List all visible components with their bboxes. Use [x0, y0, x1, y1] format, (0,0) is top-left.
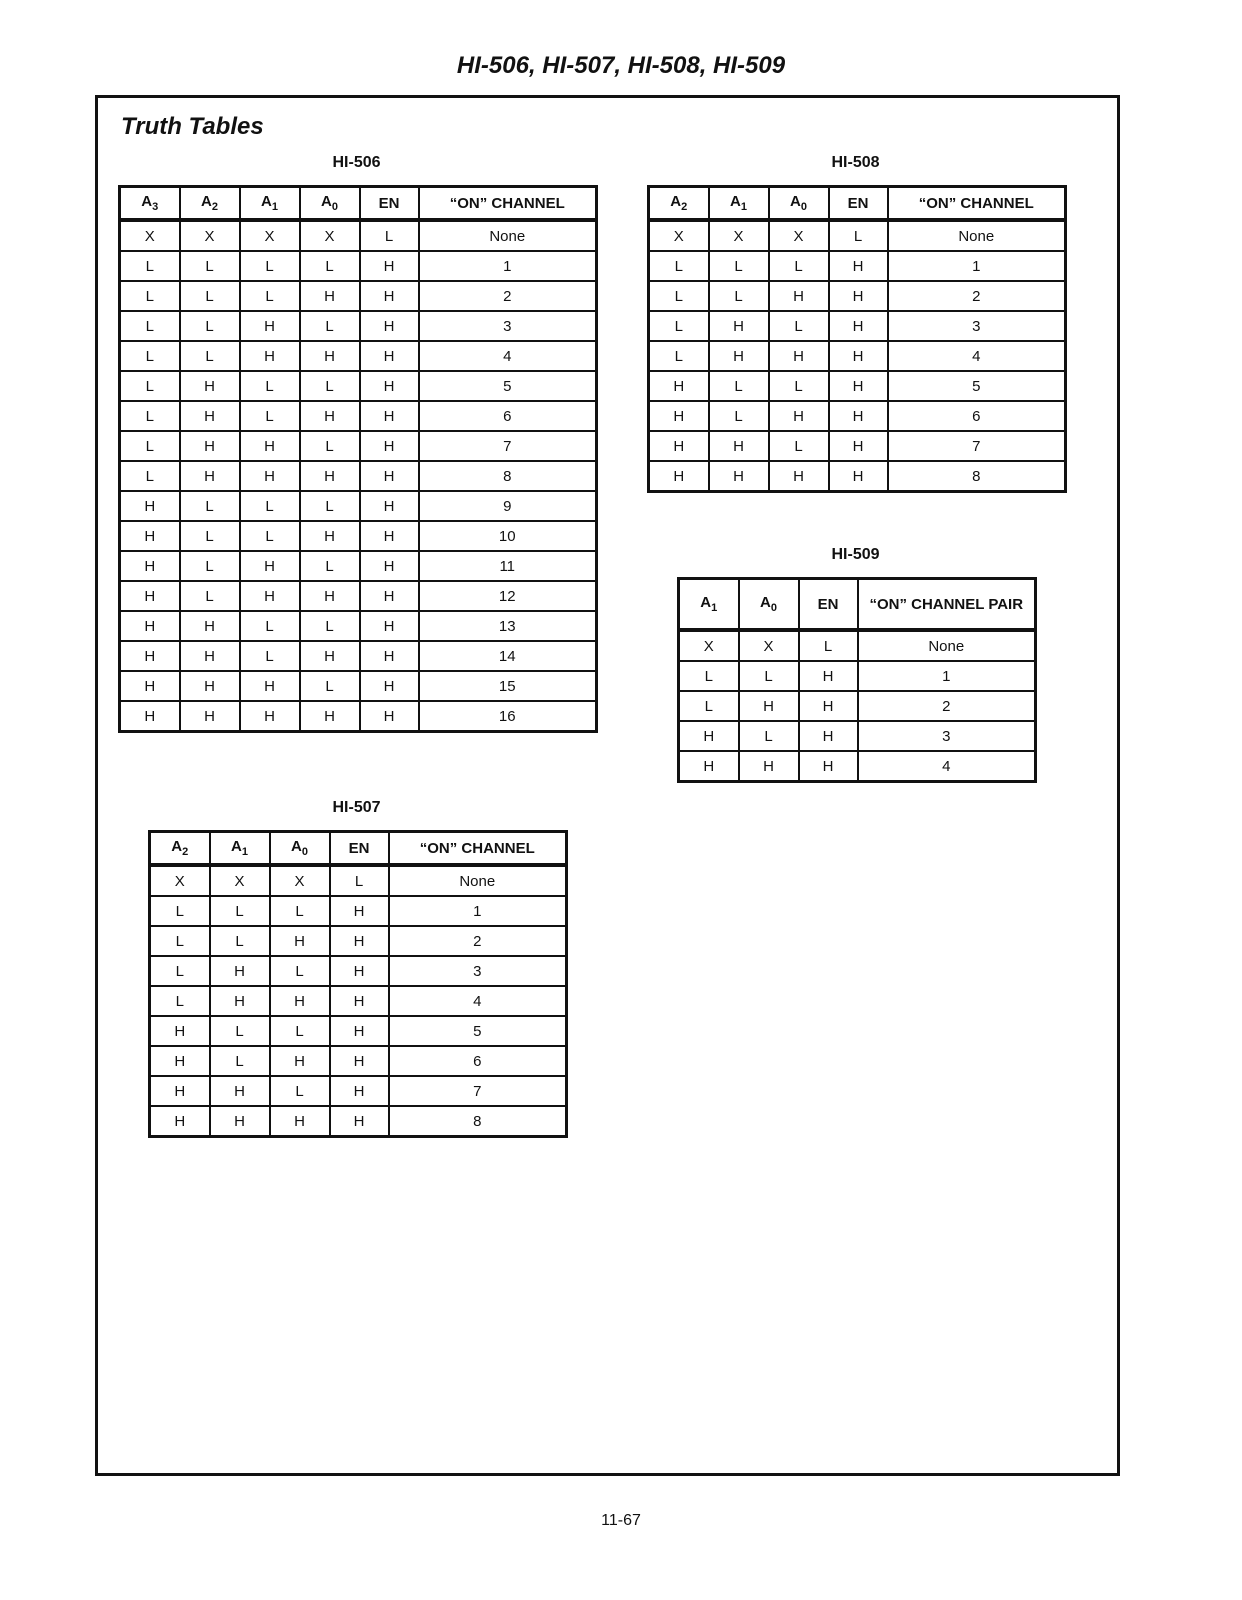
table-cell: L	[210, 896, 270, 926]
table-cell: L	[300, 431, 360, 461]
table-cell: H	[360, 341, 419, 371]
table-row	[649, 401, 1066, 431]
table-cell: L	[150, 896, 210, 926]
table-cell: L	[180, 311, 240, 341]
table-cell: H	[829, 401, 888, 431]
table-cell: X	[679, 630, 739, 661]
table-cell: H	[829, 311, 888, 341]
table-row	[649, 431, 1066, 461]
table-cell: L	[300, 671, 360, 701]
table-cell: H	[240, 701, 300, 732]
table-cell: L	[270, 1076, 330, 1106]
table-cell: X	[709, 220, 769, 251]
table-cell: None	[419, 220, 597, 251]
table-cell: L	[709, 281, 769, 311]
column-header: EN	[330, 832, 389, 866]
table-cell: H	[120, 641, 180, 671]
table-cell: H	[360, 281, 419, 311]
table-row	[120, 491, 597, 521]
table-cell: H	[829, 341, 888, 371]
table-cell: L	[270, 956, 330, 986]
table-cell: L	[210, 1046, 270, 1076]
table-caption-hi506: HI-506	[332, 154, 381, 171]
table-cell: 2	[858, 691, 1036, 721]
table-cell: H	[360, 671, 419, 701]
table-cell: H	[300, 341, 360, 371]
table-cell: L	[679, 661, 739, 691]
table-row	[649, 461, 1066, 492]
table-cell: 14	[419, 641, 597, 671]
table-cell: H	[120, 701, 180, 732]
table-cell: L	[649, 341, 709, 371]
document-header: HI-506, HI-507, HI-508, HI-509	[456, 52, 786, 79]
table-cell: H	[360, 521, 419, 551]
truth-table-hi507	[148, 830, 568, 1138]
table-cell: L	[360, 220, 419, 251]
table-cell: L	[180, 251, 240, 281]
column-header: “ON” CHANNEL	[888, 187, 1066, 221]
table-cell: H	[649, 371, 709, 401]
table-cell: H	[330, 1106, 389, 1137]
table-cell: X	[739, 630, 799, 661]
table-cell: 3	[389, 956, 567, 986]
header-row	[120, 187, 597, 221]
table-cell: H	[769, 281, 829, 311]
table-cell: L	[799, 630, 858, 661]
table-cell: H	[270, 1106, 330, 1137]
table-cell: H	[769, 341, 829, 371]
table-cell: H	[150, 1076, 210, 1106]
table-row	[649, 371, 1066, 401]
table-row	[150, 1076, 567, 1106]
table-cell: H	[360, 251, 419, 281]
table-cell: 9	[419, 491, 597, 521]
table-cell: H	[330, 1016, 389, 1046]
table-cell: L	[739, 661, 799, 691]
table-cell: H	[799, 691, 858, 721]
column-header: $A_1$	[679, 579, 739, 631]
table-row	[120, 671, 597, 701]
table-cell: H	[330, 926, 389, 956]
table-cell: L	[120, 461, 180, 491]
table-cell: 1	[419, 251, 597, 281]
header-row	[679, 579, 1036, 631]
table-cell: X	[270, 865, 330, 896]
table-cell: 6	[419, 401, 597, 431]
column-header: $A_2$	[649, 187, 709, 221]
column-header: $A_2$	[180, 187, 240, 221]
table-cell: H	[330, 986, 389, 1016]
table-cell: 8	[389, 1106, 567, 1137]
table-cell: L	[120, 401, 180, 431]
table-cell: H	[679, 751, 739, 782]
column-header: $A_1$	[210, 832, 270, 866]
table-cell: H	[120, 671, 180, 701]
table-cell: 2	[888, 281, 1066, 311]
table-cell: H	[799, 751, 858, 782]
table-cell: 12	[419, 581, 597, 611]
column-header: $A_1$	[709, 187, 769, 221]
table-cell: L	[649, 311, 709, 341]
table-cell: L	[709, 371, 769, 401]
table-cell: H	[180, 431, 240, 461]
table-row	[120, 220, 597, 251]
table-row	[649, 341, 1066, 371]
table-row	[150, 1016, 567, 1046]
table-cell: 11	[419, 551, 597, 581]
table-cell: H	[360, 461, 419, 491]
table-cell: L	[649, 281, 709, 311]
column-header: EN	[360, 187, 419, 221]
table-caption-hi507: HI-507	[332, 799, 381, 816]
column-header: “ON” CHANNEL	[419, 187, 597, 221]
table-cell: H	[240, 551, 300, 581]
table-cell: 4	[888, 341, 1066, 371]
table-cell: H	[360, 431, 419, 461]
table-cell: H	[330, 1046, 389, 1076]
column-header: $A_2$	[150, 832, 210, 866]
table-cell: 1	[389, 896, 567, 926]
table-cell: H	[739, 691, 799, 721]
table-cell: H	[300, 461, 360, 491]
table-cell: 2	[419, 281, 597, 311]
table-cell: H	[360, 401, 419, 431]
table-cell: H	[180, 401, 240, 431]
table-cell: L	[300, 311, 360, 341]
table-row	[120, 521, 597, 551]
table-cell: H	[799, 721, 858, 751]
table-cell: L	[300, 371, 360, 401]
table-row	[120, 311, 597, 341]
table-cell: X	[769, 220, 829, 251]
table-cell: H	[769, 461, 829, 492]
table-cell: L	[300, 251, 360, 281]
table-cell: 7	[888, 431, 1066, 461]
table-row	[120, 641, 597, 671]
table-cell: 1	[858, 661, 1036, 691]
table-cell: 8	[888, 461, 1066, 492]
table-cell: L	[150, 956, 210, 986]
table-cell: L	[240, 491, 300, 521]
table-cell: H	[150, 1016, 210, 1046]
table-cell: L	[180, 581, 240, 611]
table-cell: L	[240, 371, 300, 401]
table-cell: 3	[419, 311, 597, 341]
table-cell: 5	[888, 371, 1066, 401]
table-cell: H	[360, 611, 419, 641]
table-cell: H	[709, 311, 769, 341]
table-cell: L	[210, 926, 270, 956]
table-cell: None	[858, 630, 1036, 661]
table-row	[120, 431, 597, 461]
table-cell: L	[120, 281, 180, 311]
table-cell: H	[300, 521, 360, 551]
table-cell: H	[270, 986, 330, 1016]
table-cell: H	[270, 1046, 330, 1076]
table-row	[649, 251, 1066, 281]
table-row	[679, 630, 1036, 661]
table-caption-hi508: HI-508	[831, 154, 880, 171]
column-header: EN	[799, 579, 858, 631]
table-cell: 4	[419, 341, 597, 371]
table-cell: L	[649, 251, 709, 281]
table-cell: H	[210, 956, 270, 986]
table-cell: H	[300, 701, 360, 732]
table-row	[150, 1106, 567, 1137]
table-cell: H	[120, 551, 180, 581]
table-cell: L	[769, 251, 829, 281]
table-row	[679, 751, 1036, 782]
table-cell: X	[649, 220, 709, 251]
table-cell: H	[360, 551, 419, 581]
table-row	[649, 281, 1066, 311]
table-cell: L	[300, 611, 360, 641]
table-cell: H	[829, 461, 888, 492]
table-cell: H	[180, 671, 240, 701]
table-row	[150, 926, 567, 956]
table-cell: H	[330, 956, 389, 986]
table-row	[120, 611, 597, 641]
column-header: “ON” CHANNEL PAIR	[858, 579, 1036, 631]
table-cell: H	[709, 341, 769, 371]
table-cell: H	[829, 431, 888, 461]
table-cell: H	[360, 581, 419, 611]
table-cell: None	[389, 865, 567, 896]
table-cell: H	[180, 701, 240, 732]
header-row	[150, 832, 567, 866]
table-row	[120, 581, 597, 611]
header-row	[649, 187, 1066, 221]
table-cell: H	[799, 661, 858, 691]
table-cell: 4	[389, 986, 567, 1016]
truth-table-hi508	[647, 185, 1067, 493]
table-cell: H	[120, 611, 180, 641]
table-cell: L	[180, 341, 240, 371]
table-cell: X	[150, 865, 210, 896]
table-row	[679, 721, 1036, 751]
truth-table-hi509	[677, 577, 1037, 783]
table-cell: 16	[419, 701, 597, 732]
table-cell: H	[300, 581, 360, 611]
table-cell: L	[120, 431, 180, 461]
table-cell: X	[210, 865, 270, 896]
table-cell: L	[769, 431, 829, 461]
table-cell: 6	[389, 1046, 567, 1076]
table-cell: L	[270, 1016, 330, 1046]
table-row	[649, 311, 1066, 341]
table-cell: H	[240, 431, 300, 461]
table-cell: L	[120, 371, 180, 401]
table-cell: H	[120, 581, 180, 611]
table-cell: X	[240, 220, 300, 251]
table-row	[150, 1046, 567, 1076]
table-cell: H	[270, 926, 330, 956]
table-cell: H	[739, 751, 799, 782]
table-cell: 10	[419, 521, 597, 551]
table-cell: 5	[419, 371, 597, 401]
table-row	[150, 986, 567, 1016]
table-cell: H	[210, 986, 270, 1016]
table-cell: 1	[888, 251, 1066, 281]
table-cell: L	[709, 401, 769, 431]
table-cell: L	[210, 1016, 270, 1046]
column-header: EN	[829, 187, 888, 221]
table-cell: 15	[419, 671, 597, 701]
table-cell: H	[210, 1106, 270, 1137]
table-cell: L	[679, 691, 739, 721]
table-cell: X	[120, 220, 180, 251]
table-cell: 13	[419, 611, 597, 641]
table-cell: L	[240, 251, 300, 281]
table-cell: 4	[858, 751, 1036, 782]
table-cell: H	[709, 461, 769, 492]
table-cell: H	[330, 1076, 389, 1106]
table-cell: L	[180, 521, 240, 551]
table-row	[150, 896, 567, 926]
table-row	[150, 865, 567, 896]
table-row	[120, 701, 597, 732]
table-cell: H	[360, 491, 419, 521]
table-cell: H	[649, 461, 709, 492]
table-cell: H	[300, 401, 360, 431]
table-cell: H	[240, 461, 300, 491]
table-cell: 7	[389, 1076, 567, 1106]
table-cell: L	[180, 281, 240, 311]
table-row	[120, 341, 597, 371]
table-cell: L	[739, 721, 799, 751]
table-cell: H	[300, 641, 360, 671]
table-cell: L	[330, 865, 389, 896]
section-title: Truth Tables	[121, 113, 264, 140]
table-cell: L	[180, 491, 240, 521]
table-row	[120, 401, 597, 431]
column-header: $A_1$	[240, 187, 300, 221]
table-cell: H	[180, 641, 240, 671]
column-header: $A_3$	[120, 187, 180, 221]
table-cell: H	[330, 896, 389, 926]
table-cell: L	[769, 371, 829, 401]
table-row	[649, 220, 1066, 251]
table-cell: L	[120, 341, 180, 371]
table-row	[120, 251, 597, 281]
table-cell: H	[300, 281, 360, 311]
table-row	[120, 371, 597, 401]
column-header: “ON” CHANNEL	[389, 832, 567, 866]
table-cell: L	[270, 896, 330, 926]
table-cell: H	[769, 401, 829, 431]
column-header: $A_0$	[270, 832, 330, 866]
table-cell: L	[240, 611, 300, 641]
table-cell: H	[240, 311, 300, 341]
table-cell: 7	[419, 431, 597, 461]
table-row	[120, 551, 597, 581]
table-cell: 6	[888, 401, 1066, 431]
table-cell: L	[240, 641, 300, 671]
table-cell: H	[180, 611, 240, 641]
table-cell: L	[300, 551, 360, 581]
table-cell: H	[360, 641, 419, 671]
table-row	[120, 281, 597, 311]
table-row	[150, 956, 567, 986]
table-cell: 8	[419, 461, 597, 491]
table-cell: L	[829, 220, 888, 251]
table-cell: H	[150, 1106, 210, 1137]
table-cell: H	[360, 371, 419, 401]
table-cell: L	[240, 521, 300, 551]
table-cell: H	[240, 671, 300, 701]
table-cell: 3	[858, 721, 1036, 751]
table-row	[120, 461, 597, 491]
table-cell: L	[240, 401, 300, 431]
table-row	[679, 661, 1036, 691]
table-cell: H	[829, 251, 888, 281]
table-cell: L	[180, 551, 240, 581]
table-cell: H	[180, 461, 240, 491]
column-header: $A_0$	[769, 187, 829, 221]
table-cell: X	[300, 220, 360, 251]
page-number: 11-67	[601, 1512, 641, 1529]
table-cell: H	[120, 521, 180, 551]
table-cell: H	[829, 371, 888, 401]
table-cell: 3	[888, 311, 1066, 341]
table-cell: L	[300, 491, 360, 521]
table-cell: X	[180, 220, 240, 251]
table-cell: L	[240, 281, 300, 311]
table-cell: H	[240, 341, 300, 371]
table-cell: L	[709, 251, 769, 281]
column-header: $A_0$	[300, 187, 360, 221]
table-cell: None	[888, 220, 1066, 251]
table-cell: 2	[389, 926, 567, 956]
table-cell: H	[120, 491, 180, 521]
column-header: $A_0$	[739, 579, 799, 631]
table-cell: H	[649, 431, 709, 461]
table-cell: H	[649, 401, 709, 431]
table-cell: H	[829, 281, 888, 311]
table-row	[679, 691, 1036, 721]
table-cell: L	[769, 311, 829, 341]
table-cell: L	[120, 251, 180, 281]
table-cell: H	[679, 721, 739, 751]
table-cell: H	[360, 311, 419, 341]
table-cell: H	[180, 371, 240, 401]
table-caption-hi509: HI-509	[831, 546, 880, 563]
table-cell: 5	[389, 1016, 567, 1046]
table-cell: H	[210, 1076, 270, 1106]
table-cell: H	[150, 1046, 210, 1076]
table-cell: H	[709, 431, 769, 461]
table-cell: L	[150, 986, 210, 1016]
table-cell: L	[120, 311, 180, 341]
table-cell: H	[360, 701, 419, 732]
truth-table-hi506	[118, 185, 598, 733]
table-cell: L	[150, 926, 210, 956]
table-cell: H	[240, 581, 300, 611]
